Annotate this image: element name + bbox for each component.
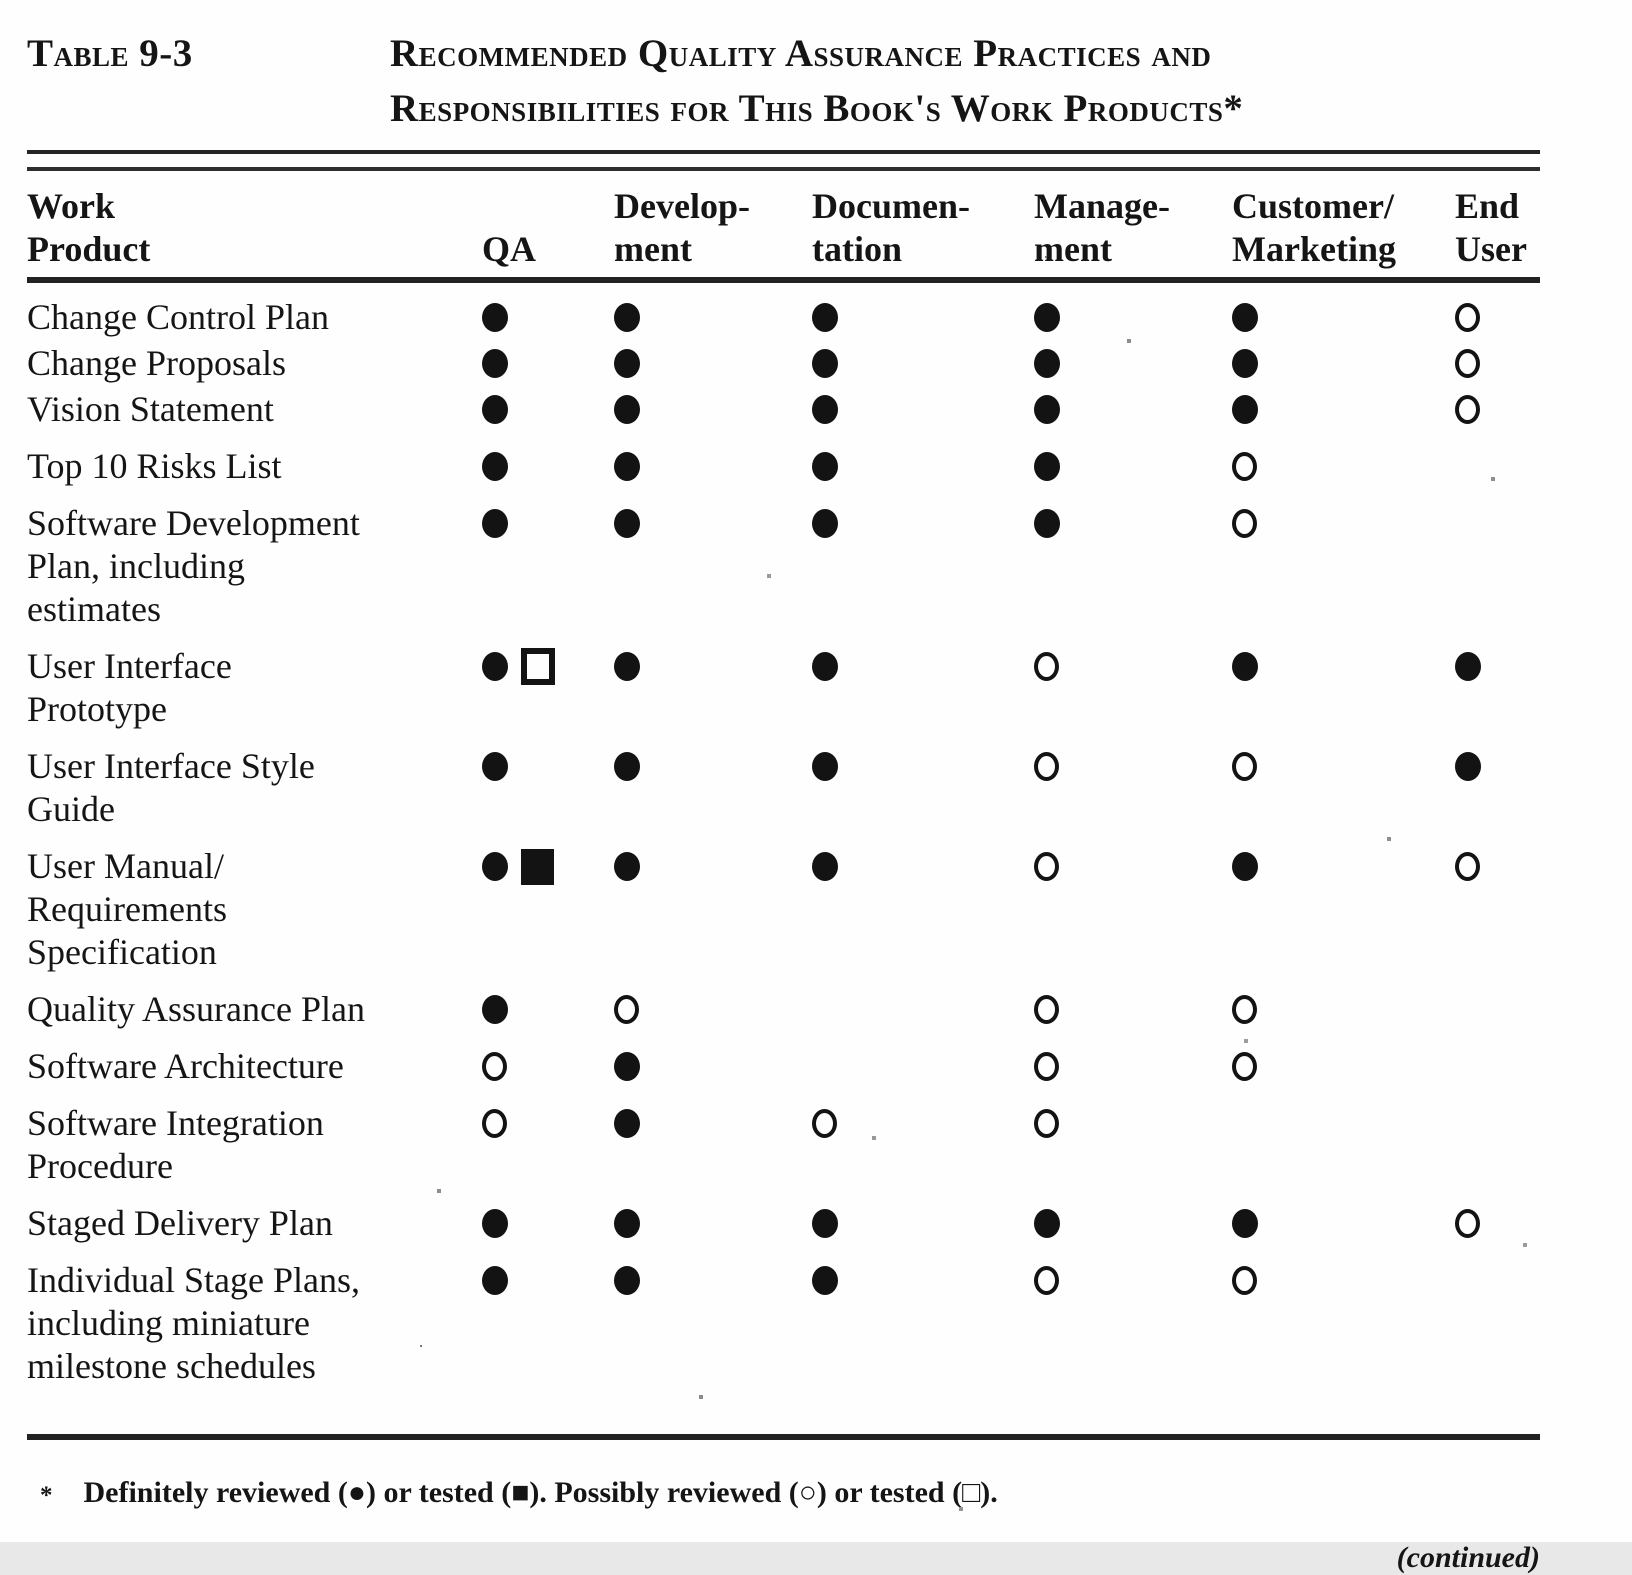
end_user-marks-cell xyxy=(1453,745,1540,788)
table-row xyxy=(27,845,1540,974)
column-header-row xyxy=(27,179,1540,275)
open-circle-mark xyxy=(1455,852,1480,881)
table-row xyxy=(27,1259,1540,1388)
documentation-marks-cell xyxy=(810,296,1032,339)
end_user-marks-cell xyxy=(1453,1202,1540,1245)
filled-circle-mark xyxy=(614,303,640,332)
column-header-line: Documen- xyxy=(812,186,970,226)
table-row xyxy=(27,502,1540,631)
filled-circle-mark xyxy=(614,1109,640,1138)
column-header-work_product xyxy=(27,179,480,275)
filled-circle-mark xyxy=(1034,349,1060,378)
management-marks-cell xyxy=(1032,1202,1230,1245)
work-product-line: Plan, including xyxy=(27,546,245,586)
management-marks-cell xyxy=(1032,988,1230,1031)
work-product-line: Change Control Plan xyxy=(27,297,329,337)
documentation-marks-cell xyxy=(810,342,1032,385)
filled-circle-mark xyxy=(482,303,508,332)
work-product-line: User Manual/ xyxy=(27,846,224,886)
documentation-marks-cell xyxy=(810,388,1032,431)
end_user-marks-cell xyxy=(1453,342,1540,385)
documentation-marks-cell xyxy=(810,1045,1032,1088)
management-marks-cell xyxy=(1032,1259,1230,1302)
filled-circle-mark xyxy=(614,1052,640,1081)
work-product-line: Procedure xyxy=(27,1146,173,1186)
qa-marks-cell xyxy=(480,645,612,688)
work-product-name xyxy=(27,502,480,631)
open-circle-mark xyxy=(1455,1209,1480,1238)
column-header-line: Manage- xyxy=(1034,186,1170,226)
qa-marks-cell xyxy=(480,745,612,788)
open-circle-mark xyxy=(1232,1052,1257,1081)
work-product-line: Software Architecture xyxy=(27,1046,344,1086)
customer_marketing-marks-cell xyxy=(1230,296,1453,339)
documentation-marks-cell xyxy=(810,988,1032,1031)
open-circle-mark xyxy=(1455,395,1480,424)
management-marks-cell xyxy=(1032,1102,1230,1145)
column-header-line: QA xyxy=(482,229,536,269)
work-product-name xyxy=(27,296,480,339)
customer_marketing-marks-cell xyxy=(1230,745,1453,788)
table-row xyxy=(27,1045,1540,1088)
management-marks-cell xyxy=(1032,342,1230,385)
open-circle-mark xyxy=(1034,1109,1059,1138)
management-marks-cell xyxy=(1032,296,1230,339)
column-header-line: User xyxy=(1455,229,1527,269)
column-header-documentation xyxy=(810,179,1032,275)
qa-marks-cell xyxy=(480,1259,612,1302)
end_user-marks-cell xyxy=(1453,296,1540,339)
filled-circle-mark xyxy=(1455,652,1481,681)
filled-circle-mark xyxy=(614,395,640,424)
management-marks-cell xyxy=(1032,645,1230,688)
customer_marketing-marks-cell xyxy=(1230,445,1453,488)
development-marks-cell xyxy=(612,845,810,888)
filled-circle-mark xyxy=(1034,509,1060,538)
open-circle-mark xyxy=(1034,1266,1059,1295)
filled-circle-mark xyxy=(812,509,838,538)
qa-marks-cell xyxy=(480,845,612,888)
customer_marketing-marks-cell xyxy=(1230,388,1453,431)
end_user-marks-cell xyxy=(1453,1045,1540,1088)
end_user-marks-cell xyxy=(1453,988,1540,1031)
filled-circle-mark xyxy=(614,1266,640,1295)
work-product-line: Guide xyxy=(27,789,115,829)
filled-circle-mark xyxy=(812,752,838,781)
development-marks-cell xyxy=(612,1045,810,1088)
table-row xyxy=(27,342,1540,385)
documentation-marks-cell xyxy=(810,445,1032,488)
filled-circle-mark xyxy=(614,349,640,378)
filled-circle-mark xyxy=(614,752,640,781)
management-marks-cell xyxy=(1032,445,1230,488)
filled-circle-mark xyxy=(812,349,838,378)
top-double-rule xyxy=(27,150,1540,171)
column-header-line: Work xyxy=(27,186,116,226)
column-header-line: ment xyxy=(1034,229,1112,269)
work-product-name xyxy=(27,445,480,488)
filled-circle-mark xyxy=(1034,1209,1060,1238)
customer_marketing-marks-cell xyxy=(1230,1102,1453,1145)
management-marks-cell xyxy=(1032,1045,1230,1088)
footnote-text: Definitely reviewed (●) or tested (■). Possibly reviewed (○) or tested (□). xyxy=(83,1476,998,1509)
filled-circle-mark xyxy=(812,1209,838,1238)
filled-circle-mark xyxy=(482,752,508,781)
end_user-marks-cell xyxy=(1453,645,1540,688)
column-header-line: Marketing xyxy=(1232,229,1396,269)
qa-marks-cell xyxy=(480,445,612,488)
customer_marketing-marks-cell xyxy=(1230,1045,1453,1088)
open-circle-mark xyxy=(1232,752,1257,781)
table-label: Table 9-3 xyxy=(27,32,193,75)
open-circle-mark xyxy=(482,1052,507,1081)
table-row xyxy=(27,388,1540,431)
work-product-line: Individual Stage Plans, xyxy=(27,1260,360,1300)
work-product-name xyxy=(27,988,480,1031)
customer_marketing-marks-cell xyxy=(1230,645,1453,688)
work-product-name xyxy=(27,1202,480,1245)
work-product-line: Change Proposals xyxy=(27,343,286,383)
documentation-marks-cell xyxy=(810,645,1032,688)
filled-circle-mark xyxy=(482,1266,508,1295)
end_user-marks-cell xyxy=(1453,1259,1540,1302)
customer_marketing-marks-cell xyxy=(1230,1259,1453,1302)
qa-marks-cell xyxy=(480,502,612,545)
work-product-name xyxy=(27,845,480,974)
end_user-marks-cell xyxy=(1453,502,1540,545)
filled-circle-mark xyxy=(1232,349,1258,378)
qa-marks-cell xyxy=(480,1045,612,1088)
management-marks-cell xyxy=(1032,502,1230,545)
documentation-marks-cell xyxy=(810,502,1032,545)
filled-circle-mark xyxy=(1034,395,1060,424)
open-circle-mark xyxy=(812,1109,837,1138)
qa-marks-cell xyxy=(480,342,612,385)
work-product-name xyxy=(27,1045,480,1088)
column-header-line: Product xyxy=(27,229,151,269)
open-circle-mark xyxy=(1034,752,1059,781)
column-header-line: Develop- xyxy=(614,186,750,226)
work-product-line: Staged Delivery Plan xyxy=(27,1203,333,1243)
work-product-name xyxy=(27,645,480,731)
documentation-marks-cell xyxy=(810,1259,1032,1302)
filled-circle-mark xyxy=(482,509,508,538)
work-product-name xyxy=(27,342,480,385)
column-header-line: Customer/ xyxy=(1232,186,1394,226)
work-product-line: User Interface Style xyxy=(27,746,315,786)
open-circle-mark xyxy=(1034,852,1059,881)
customer_marketing-marks-cell xyxy=(1230,502,1453,545)
filled-circle-mark xyxy=(614,1209,640,1238)
management-marks-cell xyxy=(1032,745,1230,788)
open-circle-mark xyxy=(1232,1266,1257,1295)
open-circle-mark xyxy=(1455,303,1480,332)
development-marks-cell xyxy=(612,645,810,688)
open-circle-mark xyxy=(1034,652,1059,681)
table-title xyxy=(390,26,1243,136)
filled-circle-mark xyxy=(482,1209,508,1238)
filled-circle-mark xyxy=(1034,452,1060,481)
development-marks-cell xyxy=(612,988,810,1031)
end_user-marks-cell xyxy=(1453,1102,1540,1145)
management-marks-cell xyxy=(1032,845,1230,888)
work-product-line: Software Development xyxy=(27,503,360,543)
table-row xyxy=(27,296,1540,339)
filled-circle-mark xyxy=(1232,395,1258,424)
development-marks-cell xyxy=(612,745,810,788)
table-row xyxy=(27,1202,1540,1245)
filled-circle-mark xyxy=(482,452,508,481)
work-product-name xyxy=(27,388,480,431)
open-circle-mark xyxy=(1232,452,1257,481)
work-product-line: Top 10 Risks List xyxy=(27,446,282,486)
footnote xyxy=(27,1474,1540,1515)
table-row xyxy=(27,988,1540,1031)
column-header-end_user xyxy=(1453,179,1540,275)
customer_marketing-marks-cell xyxy=(1230,845,1453,888)
table-title-line1: Recommended Quality Assurance Practices and xyxy=(390,32,1212,75)
development-marks-cell xyxy=(612,445,810,488)
column-header-line: tation xyxy=(812,229,902,269)
development-marks-cell xyxy=(612,342,810,385)
filled-circle-mark xyxy=(1232,852,1258,881)
documentation-marks-cell xyxy=(810,845,1032,888)
work-product-name xyxy=(27,1259,480,1388)
column-header-development xyxy=(612,179,810,275)
management-marks-cell xyxy=(1032,388,1230,431)
filled-circle-mark xyxy=(812,1266,838,1295)
documentation-marks-cell xyxy=(810,1102,1032,1145)
filled-circle-mark xyxy=(1455,752,1481,781)
open-circle-mark xyxy=(614,995,639,1024)
open-circle-mark xyxy=(1455,349,1480,378)
work-product-line: milestone schedules xyxy=(27,1346,316,1386)
filled-square-mark xyxy=(521,849,554,885)
end_user-marks-cell xyxy=(1453,388,1540,431)
table-row xyxy=(27,645,1540,731)
filled-circle-mark xyxy=(812,303,838,332)
column-header-customer_marketing xyxy=(1230,179,1453,275)
work-product-name xyxy=(27,745,480,831)
filled-circle-mark xyxy=(812,452,838,481)
filled-circle-mark xyxy=(482,395,508,424)
work-product-line: Prototype xyxy=(27,689,167,729)
documentation-marks-cell xyxy=(810,745,1032,788)
column-header-management xyxy=(1032,179,1230,275)
table-row xyxy=(27,1102,1540,1188)
filled-circle-mark xyxy=(614,509,640,538)
filled-circle-mark xyxy=(614,852,640,881)
work-product-line: Software Integration xyxy=(27,1103,324,1143)
filled-circle-mark xyxy=(482,349,508,378)
filled-circle-mark xyxy=(1232,1209,1258,1238)
development-marks-cell xyxy=(612,388,810,431)
table-title-line2: Responsibilities for This Book's Work Products* xyxy=(390,87,1244,130)
development-marks-cell xyxy=(612,502,810,545)
work-product-line: Quality Assurance Plan xyxy=(27,989,365,1029)
filled-circle-mark xyxy=(812,852,838,881)
filled-circle-mark xyxy=(614,452,640,481)
work-product-line: Specification xyxy=(27,932,217,972)
bottom-rule xyxy=(27,1434,1540,1440)
table-body xyxy=(27,283,1540,1388)
work-product-line: Requirements xyxy=(27,889,227,929)
table-row xyxy=(27,445,1540,488)
open-circle-mark xyxy=(482,1109,507,1138)
documentation-marks-cell xyxy=(810,1202,1032,1245)
open-circle-mark xyxy=(1034,995,1059,1024)
scan-speckle xyxy=(0,0,2,2)
column-header-line: End xyxy=(1455,186,1520,226)
qa-marks-cell xyxy=(480,988,612,1031)
development-marks-cell xyxy=(612,1259,810,1302)
development-marks-cell xyxy=(612,296,810,339)
work-product-line: estimates xyxy=(27,589,161,629)
continued-note: (continued) xyxy=(1396,1541,1540,1574)
filled-circle-mark xyxy=(1034,303,1060,332)
column-header-qa xyxy=(480,179,612,275)
qa-marks-cell xyxy=(480,1202,612,1245)
open-circle-mark xyxy=(1232,995,1257,1024)
qa-marks-cell xyxy=(480,1102,612,1145)
end_user-marks-cell xyxy=(1453,845,1540,888)
work-product-line: User Interface xyxy=(27,646,232,686)
column-header-line: ment xyxy=(614,229,692,269)
work-product-line: Vision Statement xyxy=(27,389,274,429)
open-circle-mark xyxy=(1034,1052,1059,1081)
end_user-marks-cell xyxy=(1453,445,1540,488)
customer_marketing-marks-cell xyxy=(1230,342,1453,385)
work-product-name xyxy=(27,1102,480,1188)
open-square-mark xyxy=(521,648,555,685)
customer_marketing-marks-cell xyxy=(1230,988,1453,1031)
filled-circle-mark xyxy=(812,395,838,424)
filled-circle-mark xyxy=(482,852,508,881)
filled-circle-mark xyxy=(1232,652,1258,681)
open-circle-mark xyxy=(1232,509,1257,538)
development-marks-cell xyxy=(612,1202,810,1245)
work-product-line: including miniature xyxy=(27,1303,310,1343)
qa-marks-cell xyxy=(480,388,612,431)
filled-circle-mark xyxy=(482,995,508,1024)
filled-circle-mark xyxy=(1232,303,1258,332)
filled-circle-mark xyxy=(614,652,640,681)
table-row xyxy=(27,745,1540,831)
table-caption xyxy=(27,26,1540,136)
filled-circle-mark xyxy=(482,652,508,681)
development-marks-cell xyxy=(612,1102,810,1145)
customer_marketing-marks-cell xyxy=(1230,1202,1453,1245)
qa-marks-cell xyxy=(480,296,612,339)
filled-circle-mark xyxy=(812,652,838,681)
footnote-asterisk: * xyxy=(40,1482,53,1509)
